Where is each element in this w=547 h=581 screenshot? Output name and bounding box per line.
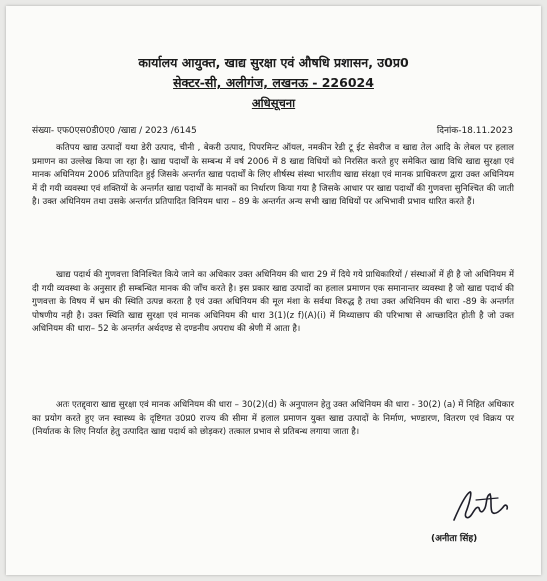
paragraph-1: कतिपय खाद्य उत्पादों यथा डेरी उत्पाद, चीनी , बेकरी उत्पाद, पिपरमिन्ट ऑयल, नमकीन रेडी टू ईट सेवरीज व खाद्य तेल आदि के लेबल पर हलाल प्रमाणन का उल्लेख किया जा रहा है। खाद्य पदार्थों के सम्बन्ध में वर्ष 2006 में 8 खाद्य विधियों को निरसित करते हुए समेकित खाद्य विधि खाद्य सुरक्षा एवं मानक अधिनियम 2006 प्रतिपादित हुई जिसके अन्तर्गत खाद्य पदार्थों के लिए शीर्षस्थ संस्था भारतीय खाद्य संरक्षा एवं मानक प्राधिकरण द्वारा उक्त अधिनियम में दी गयी व्यवस्था एवं शक्तियों के अन्तर्गत खाद्य पदार्थों के मानकों का निर्धारण किया गया है जिसके आधार पर खाद्य पदार्थों की गुणवत्ता सुनिश्चित की जाती है। उक्त अधिनियम तथा उसके अन्तर्गत प्रतिपादित विनियम धारा – 89 के अन्तर्गत अन्य सभी खाद्य विधियों पर अभिभावी प्रभाव धारित करते हैं। — [32, 143, 514, 208]
issue-date: दिनांक-18.11.2023 — [436, 126, 513, 136]
paragraph-3: अतः एतद्द्वारा खाद्य सुरक्षा एवं मानक अधिनियम की धारा – 30(2)(d) के अनुपालन हेतु उक्त अधिनियम की धारा - 30(2) (a) में निहित अधिकार का प्रयोग करते हुए जन स्वास्थ्य के दृष्टिगत उ0प्र0 राज्य की सीमा में हलाल प्रमाणन युक्त खाद्य उत्पादों के निर्माण, भण्डारण, वितरण एवं विक्रय पर (निर्यातक के लिए निर्यात हेतु उत्पादित खाद्य पदार्थ को छोड़कर) तत्काल प्रभाव से प्रतिबन्ध लगाया जाता है। — [32, 400, 514, 438]
signature-mark — [446, 486, 516, 532]
notice-title: अधिसूचना — [251, 96, 296, 110]
paragraph-2: खाद्य पदार्थ की गुणवत्ता विनिश्चित किये जाने का अधिकार उक्त अधिनियम की धारा 29 में दिये गये प्राधिकारियों / संस्थाओं में ही है जो अधिनियम में दी गयी व्यवस्था के अनुसार ही सम्बन्धित मानक की जाँच करते है। इस प्रकार खाद्य उत्पादों का हलाल प्रमाणन एक समानान्तर व्यवस्था है जो खाद्य पदार्थ की गुणवत्ता के विषय में भ्रम की स्थिति उत्पन्न करता है एवं उक्त अधिनियम की मूल मंशा के सर्वथा विरुद्ध है तथा उक्त अधिनियम की धारा -89 के अन्तर्गत पोषणीय नही है। उक्त स्थिति खाद्य सुरक्षा एवं मानक अधिनियम की धारा 3(1)(z f)(A)(i) में मिथ्याछाप की परिभाषा से आच्छादित होती है जो उक्त अधिनियम की धारा– 52 के अन्तर्गत अर्थदण्ड से दण्डनीय अपराध की श्रेणी में आता है। — [32, 270, 514, 335]
signatory-name: (अनीता सिंह) — [431, 534, 478, 544]
reference-number: संख्या- एफ0एस0डी0ए0 /खाद्य / 2023 /6145 — [32, 126, 197, 136]
office-address: सेक्टर-सी, अलीगंज, लखनऊ - 226024 — [173, 75, 374, 90]
office-title: कार्यालय आयुक्त, खाद्य सुरक्षा एवं औषधि प्रशासन, उ0प्र0 — [138, 55, 409, 70]
notification-document — [6, 6, 541, 575]
